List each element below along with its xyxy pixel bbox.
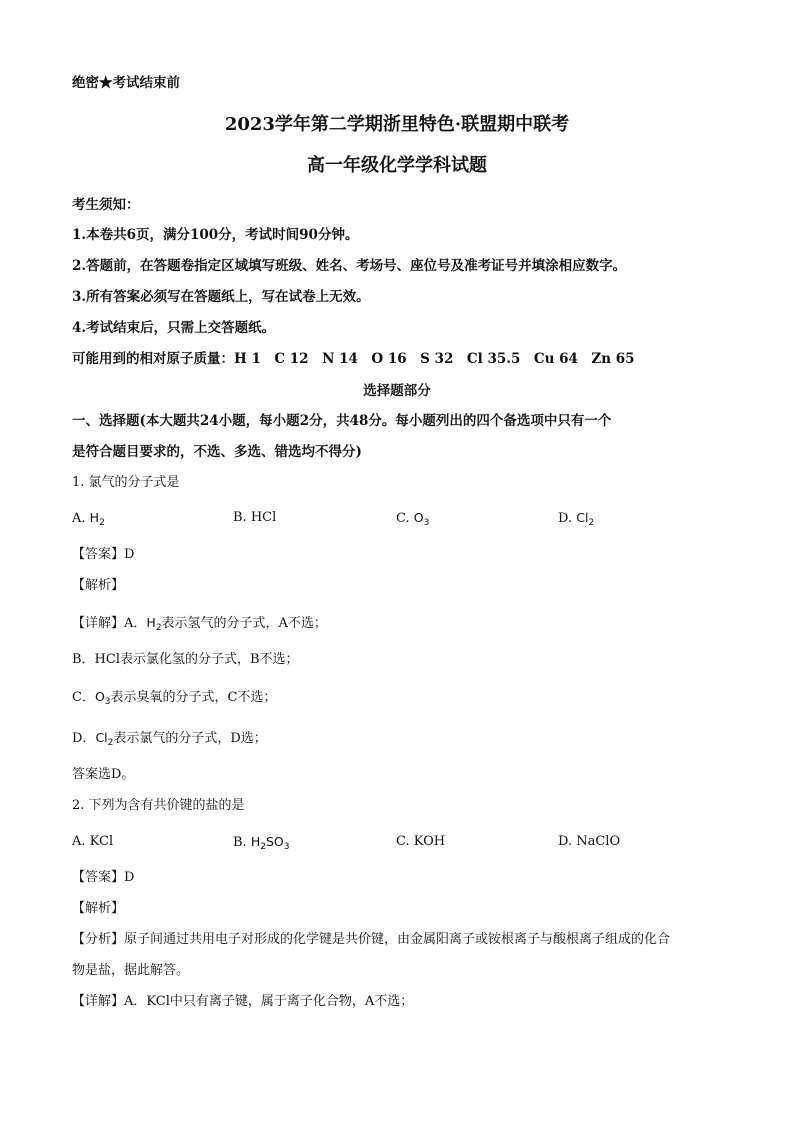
q1-detail-d-formula: Cl [95, 730, 108, 745]
q1-detail-a-text: 表示氢气的分子式，A不选； [161, 616, 327, 631]
section-instruction-line1: 一、选择题(本大题共24小题，每小题2分，共48分。每小题列出的四个备选项中只有一个 [72, 413, 612, 429]
notice-item-4: 4.考试结束后，只需上交答题纸。 [72, 320, 276, 336]
q1-option-d [558, 508, 594, 529]
q2-answer-tag: 【答案】 [72, 870, 125, 885]
q1-detail-b: B．HCl表示氯化氢的分子式，B不选； [72, 652, 299, 667]
q2-option-b-label: B. [233, 835, 247, 850]
q1-detail-c-formula: O [94, 689, 105, 704]
q1-detail-d-text: 表示氯气的分子式，D选； [113, 731, 267, 746]
q1-answer [72, 545, 134, 565]
section-instruction-line2: 是符合题目要求的，不选、多选、错选均不得分) [72, 444, 362, 460]
q1-detail-d-prefix: D． [72, 731, 96, 746]
q2-answer [72, 868, 134, 888]
q1-detail-a-formula: H [146, 615, 156, 630]
notice-item-1: 1.本卷共6页，满分100分，考试时间90分钟。 [72, 227, 359, 243]
q1-detail-d-subscript: 2 [107, 738, 114, 748]
q1-option-a [72, 508, 105, 529]
q1-answer-tag: 【答案】 [72, 547, 125, 562]
notice-item-2: 2.答题前，在答题卷指定区域填写班级、姓名、考场号、座位号及准考证号并填涂相应数字。 [72, 258, 627, 274]
q1-option-c-label: C. [396, 511, 410, 526]
q2-detail-tag: 【详解】 [72, 994, 125, 1009]
q1-option-d-subscript: 2 [588, 518, 595, 528]
q2-option-b-subscript-2: 3 [283, 842, 290, 852]
q1-detail-tag: 【详解】 [72, 616, 125, 631]
section-title: 选择题部分 [363, 383, 431, 399]
notice-item-3: 3.所有答案必须写在答题纸上，写在试卷上无效。 [72, 289, 370, 305]
q1-detail-c-prefix: C． [72, 690, 95, 705]
q1-detail-d [72, 728, 267, 749]
q1-option-a-subscript: 2 [99, 518, 105, 528]
q2-analysis-tag: 【解析】 [72, 901, 125, 916]
q2-fenxi-tag: 【分析】 [72, 932, 125, 947]
q1-option-c-formula: O [413, 510, 424, 525]
q1-option-b: B. HCl [233, 510, 277, 525]
q1-answer-value: D [124, 547, 135, 562]
q1-option-d-formula: Cl [576, 510, 589, 525]
q1-detail-a [72, 613, 327, 634]
q2-fenxi-text-1: 原子间通过共用电子对形成的化学键是共价键，由金属阳离子或铵根离子与酸根离子组成的化合 [124, 932, 671, 947]
q2-detail-a-text: A．KCl中只有离子键，属于离子化合物，A不选； [124, 994, 414, 1009]
q2-stem: 2. 下列为含有共价键的盐的是 [72, 798, 245, 813]
q1-option-c [396, 508, 429, 529]
q1-detail-a-subscript: 2 [155, 623, 162, 633]
q2-option-d: D. NaClO [558, 834, 621, 849]
q1-detail-c-text: 表示臭氧的分子式，C不选； [110, 690, 277, 705]
q2-fenxi-line2: 物是盐，据此解答。 [72, 963, 190, 978]
q2-option-c: C. KOH [396, 834, 446, 849]
exam-subtitle: 高一年级化学学科试题 [307, 155, 487, 176]
q1-option-c-subscript: 3 [423, 518, 430, 528]
confidential-label: 绝密★考试结束前 [72, 75, 180, 91]
atomic-mass-line: 可能用到的相对原子质量：H 1 C 12 N 14 O 16 S 32 Cl 35.5 Cu 64 Zn 65 [72, 351, 635, 367]
q1-option-d-label: D. [558, 511, 573, 526]
q1-detail-c [72, 687, 276, 708]
q1-option-a-formula: H [89, 510, 100, 525]
q1-stem: 1. 氯气的分子式是 [72, 475, 180, 490]
q2-option-b-h: H [250, 834, 261, 849]
q2-option-b [233, 832, 289, 853]
exam-title: 2023学年第二学期浙里特色·联盟期中联考 [224, 114, 570, 135]
q2-detail-a [72, 992, 413, 1012]
q2-fenxi-line1 [72, 930, 670, 950]
q2-option-b-subscript-1: 2 [260, 842, 266, 852]
q2-option-b-so: SO [265, 834, 284, 849]
q1-option-a-label: A. [72, 511, 86, 526]
q1-conclusion: 答案选D。 [72, 767, 135, 782]
q1-detail-a-prefix: A． [124, 616, 147, 631]
q2-option-a: A. KCl [72, 834, 114, 849]
q1-detail-c-subscript: 3 [104, 697, 111, 707]
q2-answer-value: D [124, 870, 135, 885]
notice-heading: 考生须知： [72, 197, 140, 213]
q1-analysis-tag: 【解析】 [72, 578, 125, 593]
